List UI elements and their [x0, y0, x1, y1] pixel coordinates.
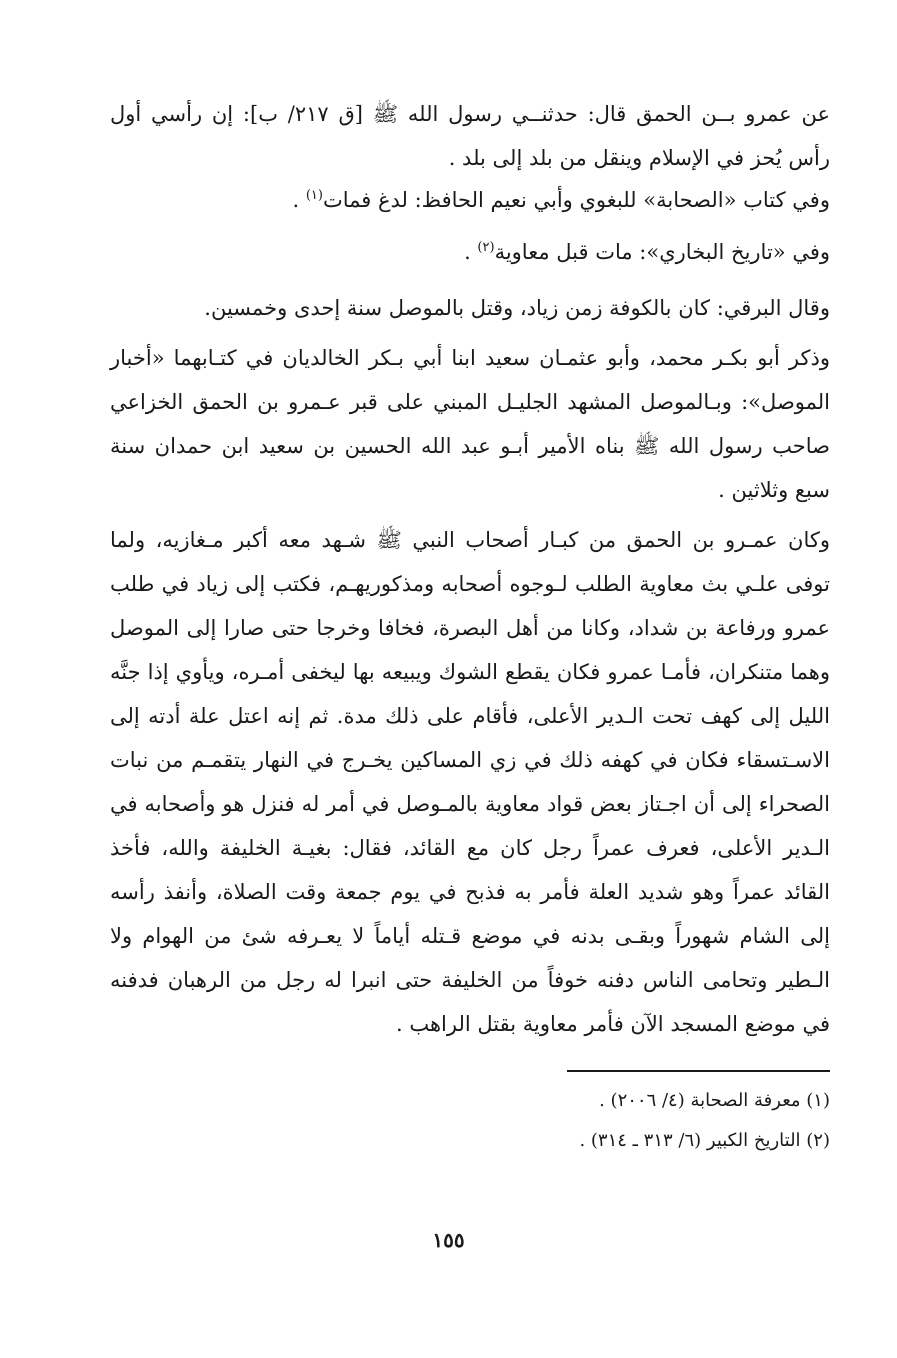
paragraph-khalidiyan: وذكر أبو بكـر محمد، وأبو عثمـان سعيد ابنا أبي بـكر الخالديان في كتـابهما «أخبار الموصل»: وبـالموصل المشهد الجليـل المبني على قبر عـمرو بن الحمق الخزاعي صاحب رسول الله ﷺ بناه الأمير أبـو عبد الله الحسين بن سعيد ابن حمدان سنة سبع وثلاثين .: [110, 346, 830, 502]
footnote-1: (١) معرفة الصحابة (٤/ ٢٠٠٦) .: [599, 1090, 830, 1111]
paragraph-sahaba-end: .: [292, 188, 306, 212]
paragraph-hadith: عن عمرو بــن الحمق قال: حدثنــي رسول الله ﷺ [ق ٢١٧/ ب]: إن رأسي أول رأس يُحز في الإسلام وينقل من بلد إلى بلد .: [110, 102, 830, 170]
paragraph-sahaba-book: [110, 178, 830, 222]
paragraph-bukhari-end: .: [464, 240, 478, 264]
paragraph-bukhari-history: [110, 230, 830, 274]
page-number: ١٥٥: [432, 1228, 465, 1252]
footnote-reference-2[interactable]: (٢): [477, 240, 495, 255]
paragraph-sahaba-text: وفي كتاب «الصحابة» للبغوي وأبي نعيم الحافظ: لدغ فمات: [322, 188, 830, 212]
paragraph-bukhari-text: وفي «تاريخ البخاري»: مات قبل معاوية: [494, 240, 830, 264]
footnote-2: (٢) التاريخ الكبير (٦/ ٣١٣ ـ ٣١٤) .: [579, 1130, 830, 1151]
paragraph-narrative: وكان عمـرو بن الحمق من كبـار أصحاب النبي ﷺ شـهد معه أكبر مـغازيه، ولما توفى علـي بث معاوية الطلب لـوجوه أصحابه ومذكوريهـم، فكتب إلى زياد في طلب عمرو ورفاعة بن شداد، وكانا من أهل البصرة، فخافا وخرجا حتى صارا إلى الموصل وهما متنكران، فأمـا عمرو فكان يقطع الشوك ويبيعه بها ليخفى أمـره، ويأوي إذا جنَّه الليل إلى كهف تحت الـدير الأعلى، فأقام على ذلك مدة. ثم إنه اعتل علة أدته إلى الاسـتسقاء فكان في كهفه ذلك في زي المساكين يخـرج في النهار يتقمـم من نبات الصحراء إلى أن اجـتاز بعض قواد معاوية بالمـوصل في أمر له فنزل هو وأصحابه في الـدير الأعلى، فعرف عمراً رجل كان مع القائد، فقال: بغيـة الخليفة والله، فأخذ القائد عمراً وهو شديد العلة فأمر به فذبح في يوم جمعة وقت الصلاة، وأنفذ رأسه إلى الشام شهوراً وبقـى بدنه في موضع قـتله أياماً لا يعـرفه شئ من الهوام ولا الـطير وتحامى الناس دفنه خوفاً من الخليفة حتى انبرا له رجل من الرهبان فدفنه في موضع المسجد الآن فأمر معاوية بقتل الراهب .: [110, 528, 830, 1036]
footnote-reference-1[interactable]: (١): [305, 188, 323, 203]
footnote-divider: [567, 1070, 830, 1072]
paragraph-barqi: وقال البرقي: كان بالكوفة زمن زياد، وقتل بالموصل سنة إحدى وخمسين.: [204, 296, 830, 320]
